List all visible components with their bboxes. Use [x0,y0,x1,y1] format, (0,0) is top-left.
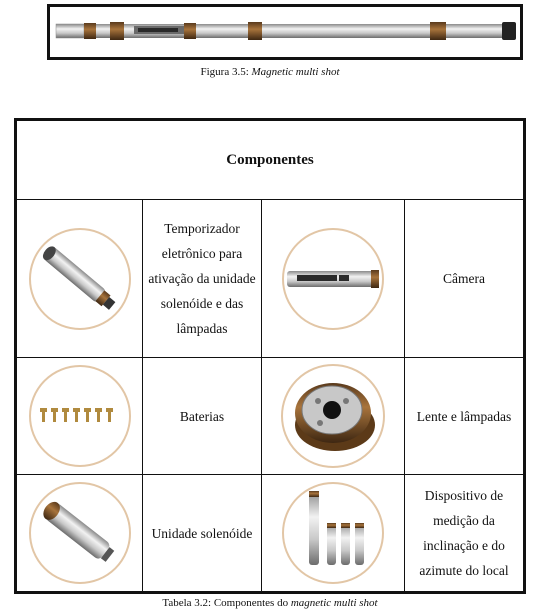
lens-and-lamps-image [262,358,405,475]
table-row [16,475,525,593]
components-table [14,118,526,594]
cell-lens-text: Lente e lâmpadas [405,358,525,475]
cell-camera-text: Câmera [405,200,525,358]
table-header: Componentes [16,120,525,200]
cell-timer-text: Temporizador eletrônico para ativação da unidade solenóide e das lâmpadas [143,200,262,358]
figure-caption: Figura 3.5: Magnetic multi shot [200,66,340,78]
table-row [16,200,525,358]
table-row [16,358,525,475]
cell-batteries-text: Baterias [143,358,262,475]
solenoid-unit-image [16,475,143,593]
battery-set-image [16,358,143,475]
camera-module-tube-image [262,200,405,358]
cell-device-text: Dispositivo de medição da inclinação e do azimute do local [405,475,525,593]
timer-module-tube-image [16,200,143,358]
magnetic-multi-shot-tool-image [47,4,523,60]
inclination-azimuth-device-image [262,475,405,593]
cell-solenoid-text: Unidade solenóide [143,475,262,593]
table-caption: Tabela 3.2: Componentes do magnetic multi shot [162,597,378,609]
